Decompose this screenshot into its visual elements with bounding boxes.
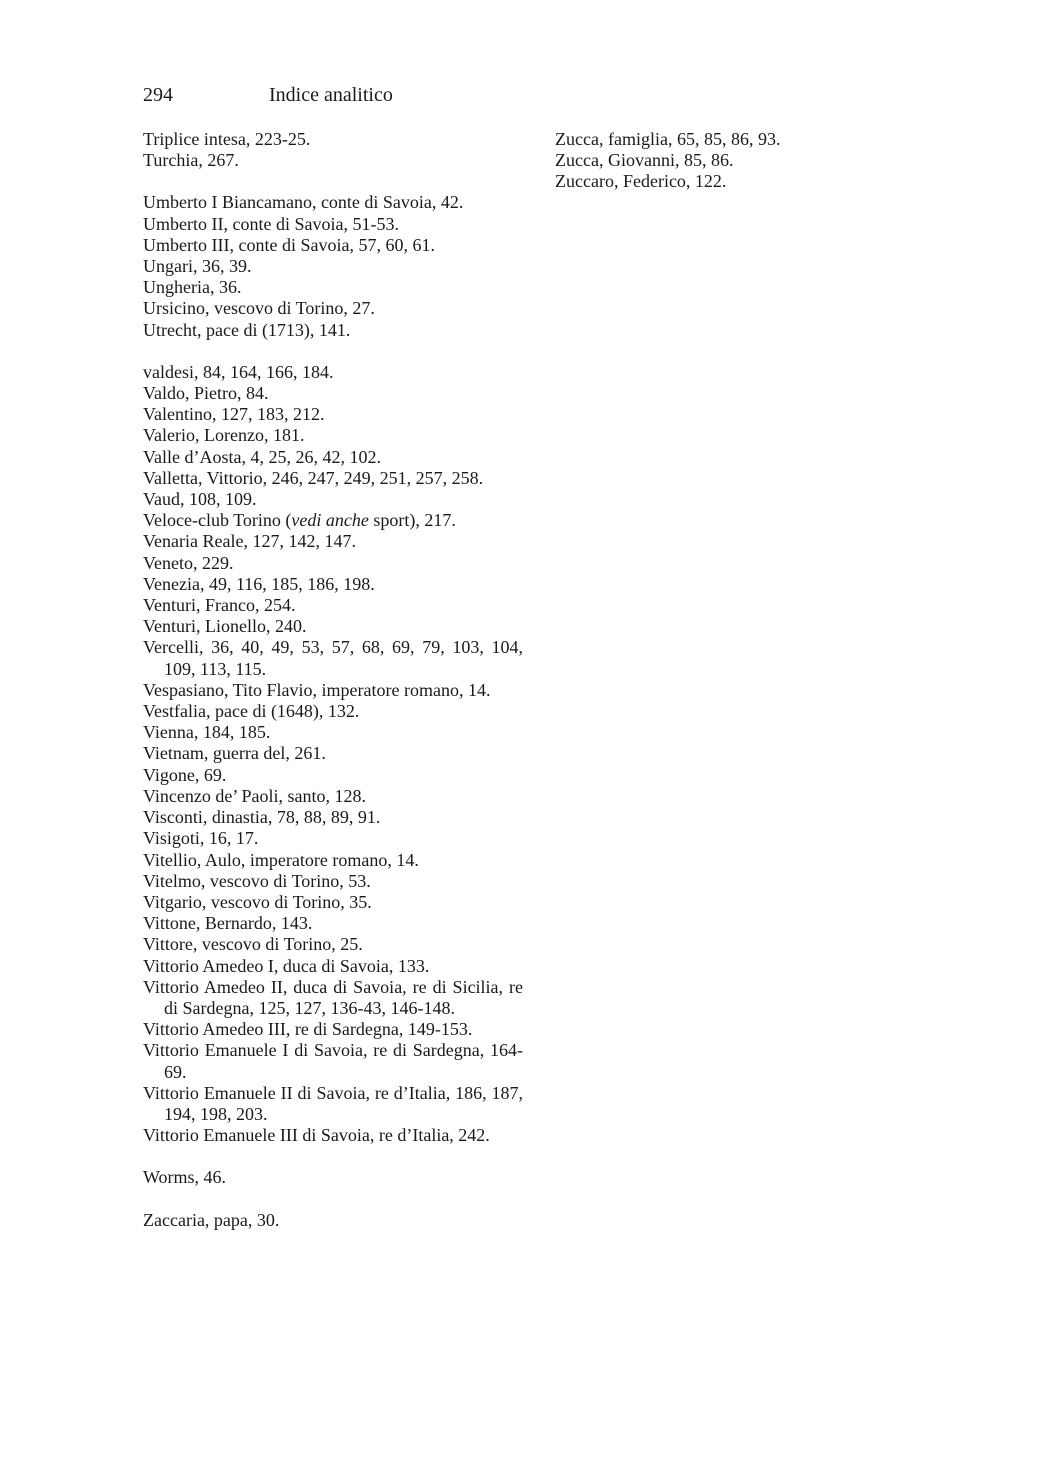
- index-entry-text: Vittone, Bernardo, 143.: [143, 913, 313, 934]
- index-entry: [143, 701, 523, 722]
- index-entry-text: Visigoti, 16, 17.: [143, 828, 259, 849]
- index-entry: [143, 320, 523, 341]
- index-entry: [555, 171, 915, 192]
- index-entry: [143, 786, 523, 807]
- index-entry-text: Valerio, Lorenzo, 181.: [143, 425, 305, 446]
- index-entry-text: Valle d’Aosta, 4, 25, 26, 42, 102.: [143, 446, 381, 467]
- index-entry: [555, 150, 915, 171]
- index-entry-text: Vittorio Amedeo III, re di Sardegna, 149-153.: [143, 1019, 473, 1040]
- index-cross-reference: vedi anche: [291, 510, 369, 531]
- index-entry-text: Vestfalia, pace di (1648), 132.: [143, 701, 360, 722]
- index-entry: [143, 1019, 523, 1040]
- page-header: [143, 84, 393, 107]
- index-entry: [143, 531, 523, 552]
- index-entry-text: Venaria Reale, 127, 142, 147.: [143, 531, 356, 552]
- index-entry: [143, 553, 523, 574]
- index-entry-text: Umberto I Biancamano, conte di Savoia, 42.: [143, 192, 464, 213]
- index-entry-text: Worms, 46.: [143, 1167, 227, 1188]
- index-entry: [143, 850, 523, 871]
- index-column-right: [555, 129, 915, 214]
- index-entry: [143, 298, 523, 319]
- index-entry: [143, 680, 523, 701]
- index-entry-text: Venturi, Lionello, 240.: [143, 616, 307, 637]
- index-entry-text: Zuccaro, Federico, 122.: [555, 171, 727, 192]
- index-entry: [143, 871, 523, 892]
- index-entry: [143, 383, 523, 404]
- index-entry: [143, 404, 523, 425]
- index-entry: [143, 616, 523, 637]
- index-entry-text: Veloce-club Torino (: [143, 510, 292, 531]
- index-entry: [143, 743, 523, 764]
- index-entry: [143, 722, 523, 743]
- index-entry: [143, 447, 523, 468]
- index-entry-text: Vincenzo de’ Paoli, santo, 128.: [143, 785, 367, 806]
- index-entry-text: Vietnam, guerra del, 261.: [143, 743, 326, 764]
- index-entry-text: Ungheria, 36.: [143, 277, 242, 298]
- index-entry: [143, 362, 523, 383]
- index-entry: [143, 807, 523, 828]
- index-entry: [143, 214, 523, 235]
- index-entry: [143, 956, 523, 977]
- index-entry: [555, 129, 915, 150]
- index-entry: [143, 892, 523, 913]
- index-entry: [143, 1167, 523, 1188]
- index-entry: [143, 489, 523, 510]
- index-entry-text: Veneto, 229.: [143, 552, 234, 573]
- index-entry-text: Utrecht, pace di (1713), 141.: [143, 319, 351, 340]
- index-entry-text: Vigone, 69.: [143, 764, 227, 785]
- index-letter-group: [555, 129, 915, 193]
- index-entry-text: Valdo, Pietro, 84.: [143, 383, 269, 404]
- index-entry-text: Triplice intesa, 223-25.: [143, 129, 311, 149]
- index-entry: [143, 1040, 523, 1082]
- index-entry-text: Venezia, 49, 116, 185, 186, 198.: [143, 573, 375, 594]
- index-column-left: [143, 129, 523, 1252]
- index-entry-text: Turchia, 267.: [143, 150, 239, 171]
- index-entry: [143, 192, 523, 213]
- index-entry: [143, 510, 523, 531]
- index-entry: [143, 425, 523, 446]
- index-entry-text-after: sport), 217.: [368, 510, 456, 531]
- index-entry: [143, 637, 523, 679]
- index-entry-text: Vittorio Emanuele III di Savoia, re d’Italia, 242.: [143, 1125, 490, 1146]
- index-entry: [143, 129, 523, 150]
- page-number: 294: [143, 84, 173, 106]
- index-letter-group: [143, 362, 523, 1147]
- index-entry-text: Visconti, dinastia, 78, 88, 89, 91.: [143, 807, 381, 828]
- index-entry-text: Ungari, 36, 39.: [143, 256, 252, 277]
- index-entry: [143, 765, 523, 786]
- index-entry-text: Vittorio Amedeo I, duca di Savoia, 133.: [143, 955, 430, 976]
- index-entry: [143, 934, 523, 955]
- index-entry-text: Valletta, Vittorio, 246, 247, 249, 251, 257, 258.: [143, 467, 484, 488]
- index-entry-text: Umberto III, conte di Savoia, 57, 60, 61.: [143, 234, 435, 255]
- index-entry-text: Vercelli, 36, 40, 49, 53, 57, 68, 69, 79, 103, 104, 109, 113, 115.: [143, 637, 523, 679]
- index-entry: [143, 150, 523, 171]
- index-entry-text: Vienna, 184, 185.: [143, 722, 271, 743]
- index-entry-text: Vitelmo, vescovo di Torino, 53.: [143, 870, 371, 891]
- index-entry-text: Vaud, 108, 109.: [143, 489, 257, 510]
- index-entry: [143, 828, 523, 849]
- index-entry: [143, 574, 523, 595]
- index-entry: [143, 913, 523, 934]
- index-entry-text: Umberto II, conte di Savoia, 51-53.: [143, 213, 399, 234]
- index-entry-text: Valentino, 127, 183, 212.: [143, 404, 325, 425]
- index-entry-text: Vitgario, vescovo di Torino, 35.: [143, 891, 372, 912]
- index-entry: [143, 1125, 523, 1146]
- index-letter-group: [143, 1167, 523, 1188]
- index-entry-text: Ursicino, vescovo di Torino, 27.: [143, 298, 375, 319]
- index-entry-text: Vittorio Emanuele I di Savoia, re di Sardegna, 164-69.: [143, 1040, 523, 1082]
- index-entry: [143, 277, 523, 298]
- index-entry-text: Zucca, famiglia, 65, 85, 86, 93.: [555, 129, 781, 149]
- index-entry: [143, 468, 523, 489]
- index-letter-group: [143, 1210, 523, 1231]
- index-entry: [143, 977, 523, 1019]
- index-entry: [143, 235, 523, 256]
- index-entry: [143, 595, 523, 616]
- index-entry-text: Vespasiano, Tito Flavio, imperatore romano, 14.: [143, 679, 491, 700]
- index-entry-text: Vittorio Emanuele II di Savoia, re d’Italia, 186, 187, 194, 198, 203.: [143, 1082, 523, 1124]
- running-title: Indice analitico: [269, 84, 393, 106]
- index-entry: [143, 1083, 523, 1125]
- index-entry: [143, 256, 523, 277]
- index-entry: [143, 1210, 523, 1231]
- index-letter-group: [143, 129, 523, 171]
- index-entry-text: Zucca, Giovanni, 85, 86.: [555, 150, 734, 171]
- index-entry-text: Zaccaria, papa, 30.: [143, 1209, 280, 1230]
- index-entry-text: Vitellio, Aulo, imperatore romano, 14.: [143, 849, 419, 870]
- index-letter-group: [143, 192, 523, 340]
- index-entry-text: Venturi, Franco, 254.: [143, 595, 296, 616]
- index-entry-text: Vittore, vescovo di Torino, 25.: [143, 934, 363, 955]
- index-entry-text: valdesi, 84, 164, 166, 184.: [143, 361, 334, 382]
- index-entry-text: Vittorio Amedeo II, duca di Savoia, re di Sicilia, re di Sardegna, 125, 127, 136-43, 146-148.: [143, 976, 523, 1018]
